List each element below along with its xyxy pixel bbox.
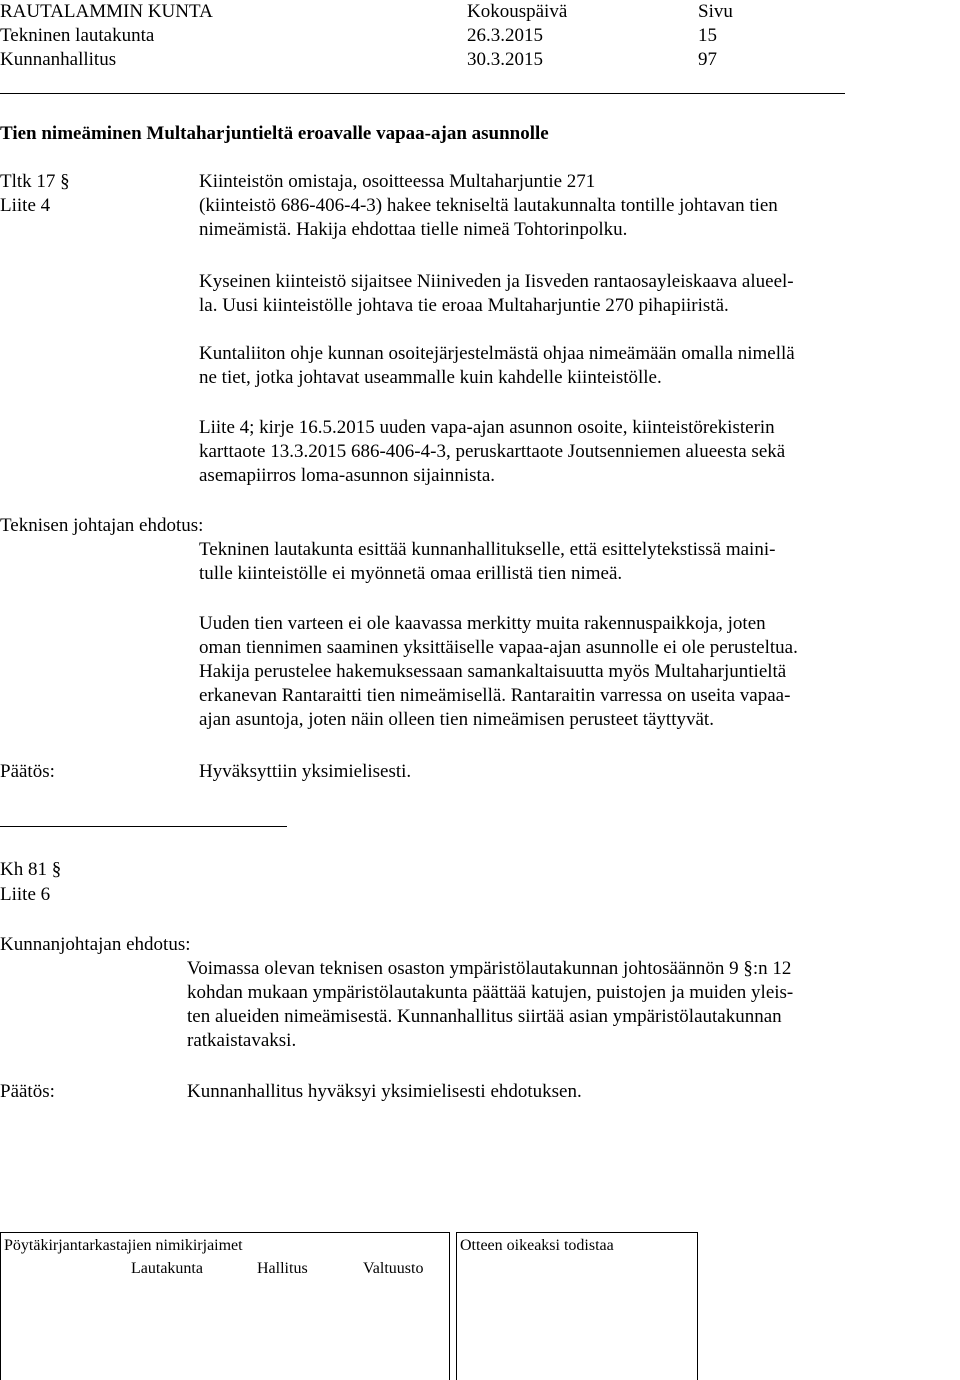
header-date-2: 30.3.2015 — [467, 49, 543, 70]
signatures-label: Pöytäkirjantarkastajien nimikirjaimet — [4, 1237, 243, 1254]
municipality-name: RAUTALAMMIN KUNTA — [0, 1, 213, 22]
section1-decision: Hyväksyttiin yksimielisesti. — [199, 761, 412, 782]
section1-decision-label: Päätös: — [0, 761, 55, 782]
municipal-manager-proposal-label: Kunnanjohtajan ehdotus: — [0, 934, 191, 955]
section1-paragraph-2: Kyseinen kiinteistö sijaitsee Niiniveden ja Iisveden rantaosayleiskaava alueel- la. Uusi kiinteistölle johtava tie eroaa Multaharjuntie 270 pihapiiristä. — [199, 271, 794, 316]
header-divider — [0, 93, 845, 94]
header-body-2: Kunnanhallitus — [0, 49, 117, 70]
signatures-box — [0, 1232, 450, 1380]
section2-ref1: Kh 81 § — [0, 859, 62, 880]
section2-decision-label: Päätös: — [0, 1081, 55, 1102]
section1-paragraph-3: Kuntaliiton ohje kunnan osoitejärjestelmästä ohjaa nimeämään omalla nimellä ne tiet, jotka johtavat useammalle kuin kahdelle kiinteistölle. — [199, 343, 795, 388]
section2-decision: Kunnanhallitus hyväksyi yksimielisesti ehdotuksen. — [187, 1081, 582, 1102]
proposal-paragraph-2: Uuden tien varteen ei ole kaavassa merkitty muita rakennuspaikkoja, joten oman tiennimen saaminen yksittäiselle vapaa-ajan asunnolle ei ole perusteltua. Hakija perustelee hakemuksessaan samankaltaisuutta myös Multaharjuntieltä erkanevan Rantaraitti tien nimeämisellä. Rantaraitin varressa on useita vapaa- ajan asuntoja, joten näin olleen tien nimeämisen perusteet täyttyvät. — [199, 613, 798, 730]
certified-box — [456, 1232, 698, 1380]
header-body-1: Tekninen lautakunta — [0, 25, 155, 46]
section1-ref2: Liite 4 — [0, 195, 51, 216]
document-title: Tien nimeäminen Multaharjuntieltä eroavalle vapaa-ajan asunnolle — [0, 123, 549, 144]
technical-director-proposal-label: Teknisen johtajan ehdotus: — [0, 515, 204, 536]
proposal-paragraph-1: Tekninen lautakunta esittää kunnanhallitukselle, että esittelytekstissä maini- tulle kiinteistölle ei myönnetä omaa erillistä tien nimeä. — [199, 539, 776, 584]
section1-ref1: Tltk 17 § — [0, 171, 70, 192]
header-date-1: 26.3.2015 — [467, 25, 543, 46]
page-label: Sivu — [698, 1, 733, 22]
section-divider — [0, 826, 287, 827]
column-valtuusto: Valtuusto — [363, 1260, 424, 1277]
section2-ref2: Liite 6 — [0, 884, 51, 905]
section1-paragraph-4: Liite 4; kirje 16.5.2015 uuden vapa-ajan asunnon osoite, kiinteistörekisterin karttaote 13.3.2015 686-406-4-3, peruskarttaote Joutsenniemen alueesta sekä asemapiirros loma-asunnon sijainnista. — [199, 417, 786, 486]
header-page-2: 97 — [698, 49, 717, 70]
section2-proposal: Voimassa olevan teknisen osaston ympäristölautakunnan johtosäännön 9 §:n 12 kohdan mukaan ympäristölautakunta päättää katujen, puistojen ja muiden yleis- ten alueiden nimeämisestä. Kunnanhallitus siirtää asian ympäristölautakunnan ratkaistavaksi. — [187, 958, 794, 1051]
section1-paragraph-1: Kiinteistön omistaja, osoitteessa Multaharjuntie 271 (kiinteistö 686-406-4-3) hakee tekniseltä lautakunnalta tontille johtavan tien nimeämistä. Hakija ehdottaa tielle nimeä Tohtorinpolku. — [199, 171, 778, 240]
column-hallitus: Hallitus — [257, 1260, 308, 1277]
header-page-1: 15 — [698, 25, 717, 46]
column-lautakunta: Lautakunta — [131, 1260, 203, 1277]
certified-label: Otteen oikeaksi todistaa — [460, 1237, 614, 1254]
meeting-day-label: Kokouspäivä — [467, 1, 568, 22]
